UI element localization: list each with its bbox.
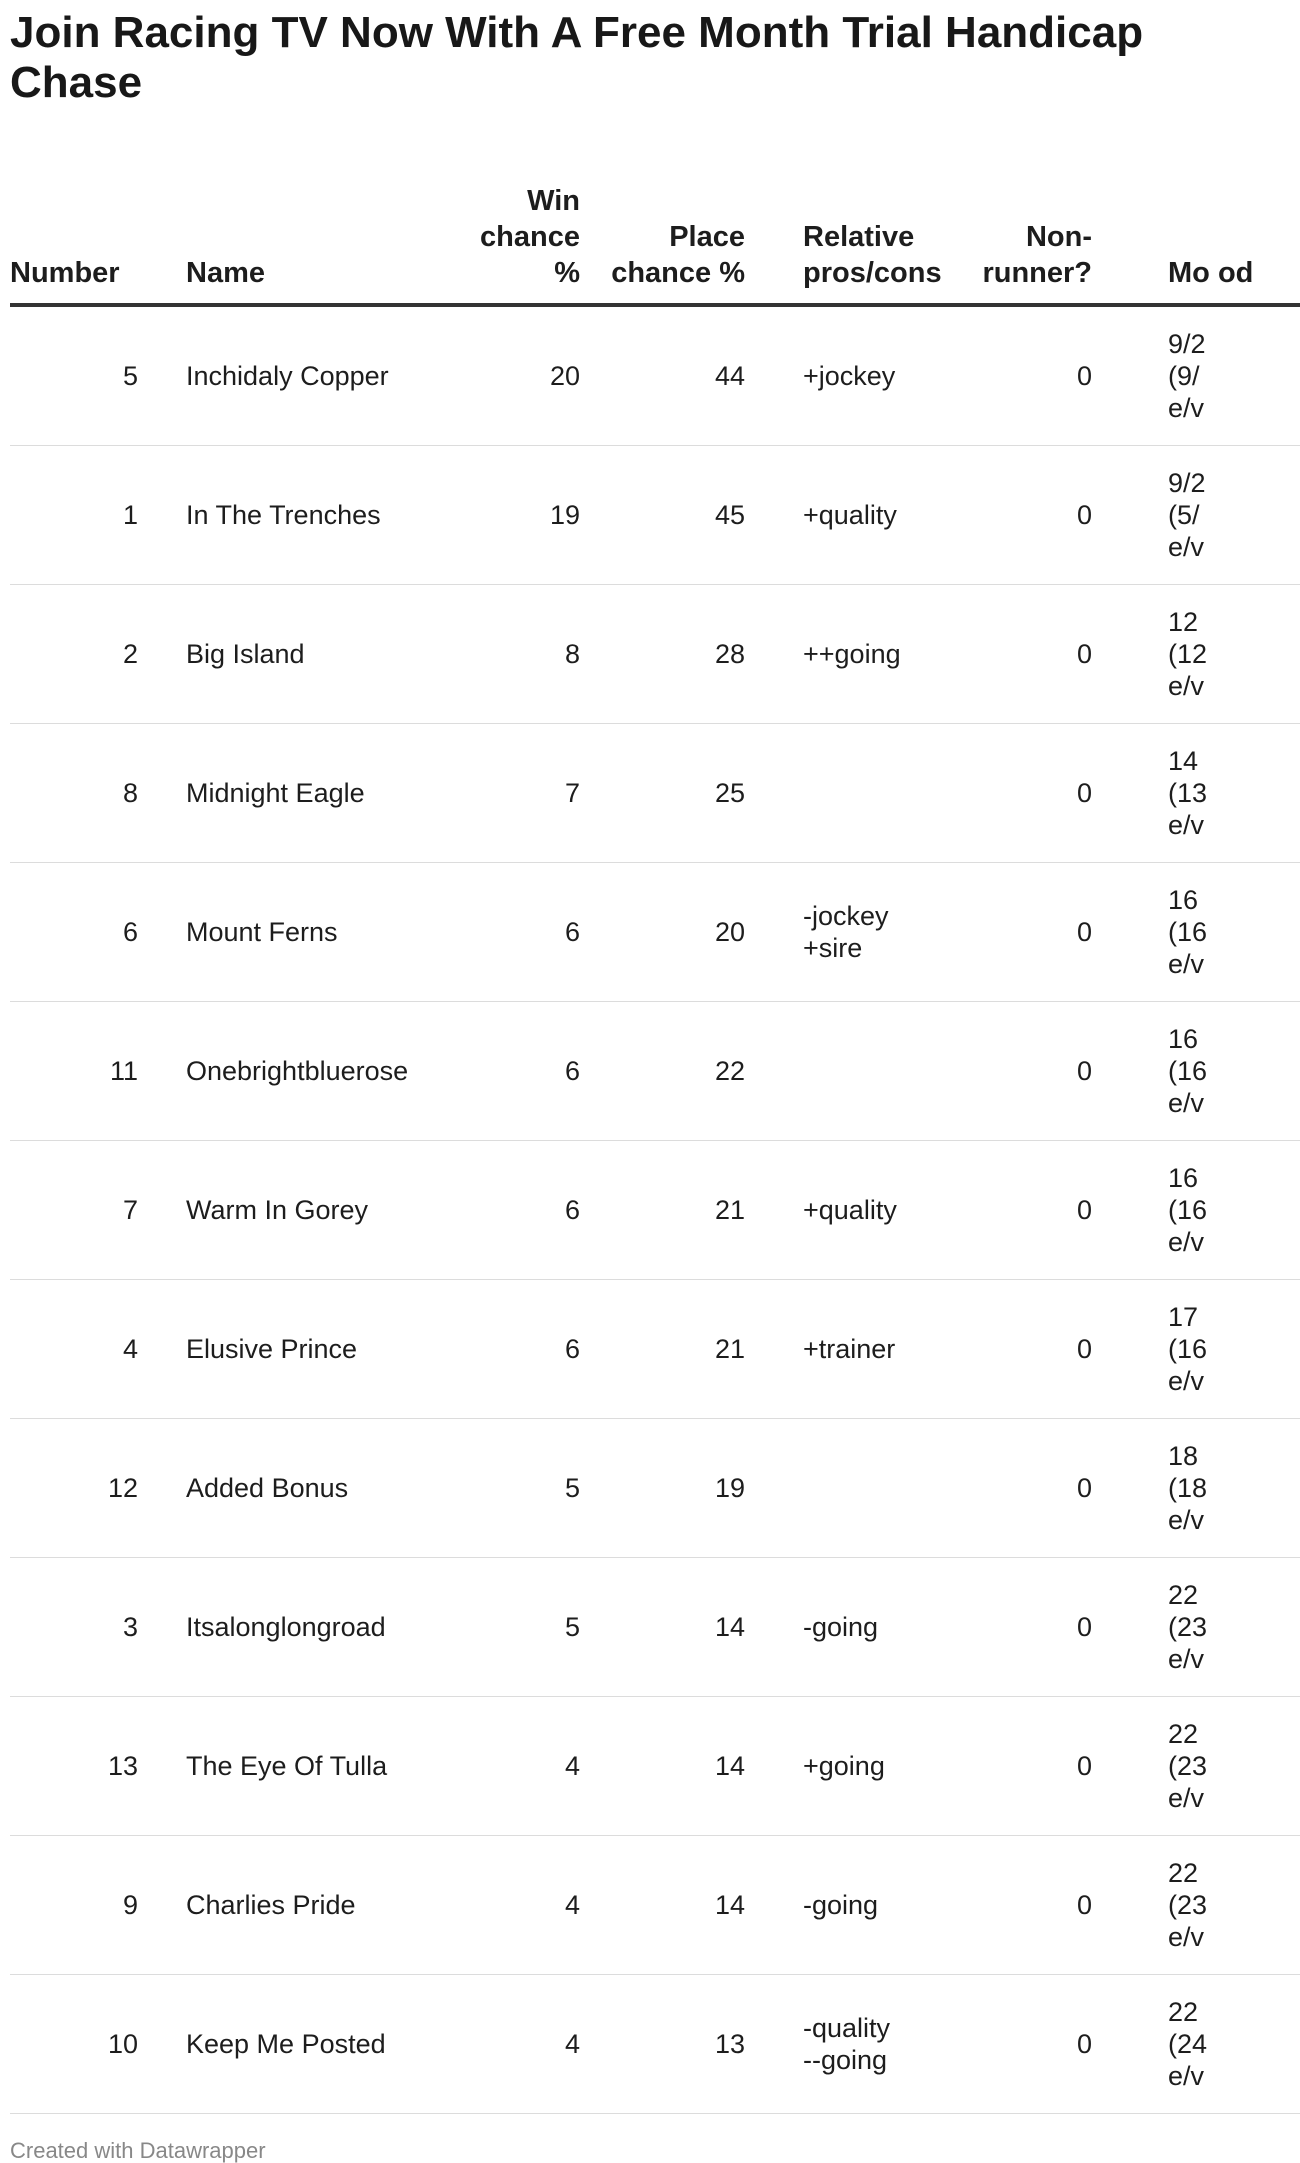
odds-line: e/v bbox=[1168, 2061, 1205, 2091]
cell-relative-pros-cons bbox=[757, 585, 949, 724]
relative-item: ++going bbox=[803, 639, 901, 669]
cell-relative-pros-cons bbox=[757, 1697, 949, 1836]
table-row bbox=[10, 1141, 1300, 1280]
table-row bbox=[10, 1558, 1300, 1697]
cell-non-runner: 0 bbox=[949, 305, 1104, 446]
cell-name: Onebrightbluerose bbox=[150, 1002, 450, 1141]
odds-line: e/v bbox=[1168, 1922, 1205, 1952]
table-row bbox=[10, 863, 1300, 1002]
odds-line: (16 bbox=[1168, 1195, 1208, 1225]
table-row bbox=[10, 1280, 1300, 1419]
cell-number: 2 bbox=[10, 585, 150, 724]
cell-win-chance: 8 bbox=[450, 585, 592, 724]
cell-relative-pros-cons bbox=[757, 446, 949, 585]
cell-odds bbox=[1104, 305, 1300, 446]
cell-place-chance: 14 bbox=[592, 1697, 757, 1836]
odds-line: 16 bbox=[1168, 1163, 1199, 1193]
cell-place-chance: 45 bbox=[592, 446, 757, 585]
cell-name: Elusive Prince bbox=[150, 1280, 450, 1419]
cell-place-chance: 14 bbox=[592, 1836, 757, 1975]
cell-relative-pros-cons bbox=[757, 1558, 949, 1697]
cell-non-runner: 0 bbox=[949, 1975, 1104, 2114]
odds-line: 12 bbox=[1168, 607, 1199, 637]
cell-relative-pros-cons bbox=[757, 1419, 949, 1558]
header-odds[interactable] bbox=[1104, 165, 1300, 305]
cell-odds bbox=[1104, 1141, 1300, 1280]
relative-item: +sire bbox=[803, 933, 863, 963]
datawrapper-credit[interactable]: Created with Datawrapper bbox=[10, 2138, 266, 2163]
header-number[interactable]: Number bbox=[10, 165, 150, 305]
header-place-chance[interactable] bbox=[592, 165, 757, 305]
cell-win-chance: 20 bbox=[450, 305, 592, 446]
cell-number: 3 bbox=[10, 1558, 150, 1697]
odds-line: (16 bbox=[1168, 917, 1208, 947]
cell-win-chance: 4 bbox=[450, 1697, 592, 1836]
header-place-line: % bbox=[719, 257, 745, 289]
table-row bbox=[10, 446, 1300, 585]
cell-odds bbox=[1104, 863, 1300, 1002]
odds-line: 22 bbox=[1168, 1858, 1199, 1888]
relative-item: +quality bbox=[803, 1195, 897, 1225]
cell-odds bbox=[1104, 1419, 1300, 1558]
odds-line: e/v bbox=[1168, 1644, 1205, 1674]
cell-odds bbox=[1104, 1002, 1300, 1141]
table-row bbox=[10, 1975, 1300, 2114]
cell-number: 9 bbox=[10, 1836, 150, 1975]
header-win-line: Win bbox=[527, 185, 580, 217]
header-place-line: Place bbox=[669, 221, 745, 253]
header-name[interactable]: Name bbox=[150, 165, 450, 305]
cell-number: 8 bbox=[10, 724, 150, 863]
odds-line: (23 bbox=[1168, 1612, 1208, 1642]
cell-name: Big Island bbox=[150, 585, 450, 724]
odds-line: e/v bbox=[1168, 393, 1205, 423]
cell-odds bbox=[1104, 724, 1300, 863]
cell-odds bbox=[1104, 446, 1300, 585]
cell-win-chance: 5 bbox=[450, 1419, 592, 1558]
table-header bbox=[10, 165, 1300, 305]
odds-line: e/v bbox=[1168, 810, 1205, 840]
odds-line: e/v bbox=[1168, 1227, 1205, 1257]
cell-win-chance: 4 bbox=[450, 1836, 592, 1975]
cell-odds bbox=[1104, 1975, 1300, 2114]
cell-number: 13 bbox=[10, 1697, 150, 1836]
cell-win-chance: 5 bbox=[450, 1558, 592, 1697]
cell-win-chance: 6 bbox=[450, 1280, 592, 1419]
odds-line: (24 bbox=[1168, 2029, 1208, 2059]
cell-number: 1 bbox=[10, 446, 150, 585]
odds-line: (16 bbox=[1168, 1334, 1208, 1364]
cell-place-chance: 44 bbox=[592, 305, 757, 446]
relative-item: -quality bbox=[803, 2013, 891, 2043]
cell-number: 4 bbox=[10, 1280, 150, 1419]
cell-relative-pros-cons bbox=[757, 305, 949, 446]
header-row bbox=[10, 165, 1300, 305]
header-win-line: % bbox=[554, 257, 580, 289]
cell-name: Added Bonus bbox=[150, 1419, 450, 1558]
cell-number: 11 bbox=[10, 1002, 150, 1141]
header-non-runner-line: Non- bbox=[1025, 221, 1092, 253]
cell-odds bbox=[1104, 1280, 1300, 1419]
cell-name: In The Trenches bbox=[150, 446, 450, 585]
cell-non-runner: 0 bbox=[949, 1280, 1104, 1419]
cell-relative-pros-cons bbox=[757, 1141, 949, 1280]
odds-line: (18 bbox=[1168, 1473, 1208, 1503]
cell-non-runner: 0 bbox=[949, 724, 1104, 863]
odds-line: 9/2 bbox=[1168, 329, 1206, 359]
header-relative-line: Relative bbox=[803, 221, 915, 253]
cell-place-chance: 25 bbox=[592, 724, 757, 863]
odds-line: (16 bbox=[1168, 1056, 1208, 1086]
cell-place-chance: 20 bbox=[592, 863, 757, 1002]
cell-win-chance: 6 bbox=[450, 1141, 592, 1280]
cell-win-chance: 7 bbox=[450, 724, 592, 863]
odds-line: (12 bbox=[1168, 639, 1208, 669]
cell-non-runner: 0 bbox=[949, 1419, 1104, 1558]
cell-name: Inchidaly Copper bbox=[150, 305, 450, 446]
cell-name: Mount Ferns bbox=[150, 863, 450, 1002]
odds-line: 17 bbox=[1168, 1302, 1199, 1332]
cell-non-runner: 0 bbox=[949, 1141, 1104, 1280]
cell-non-runner: 0 bbox=[949, 1836, 1104, 1975]
cell-relative-pros-cons bbox=[757, 1002, 949, 1141]
table-container[interactable] bbox=[10, 165, 1254, 2114]
cell-number: 12 bbox=[10, 1419, 150, 1558]
odds-line: (5/ bbox=[1168, 500, 1200, 530]
cell-odds bbox=[1104, 1836, 1300, 1975]
table-row bbox=[10, 724, 1300, 863]
odds-line: 18 bbox=[1168, 1441, 1199, 1471]
header-place-line: chance bbox=[611, 257, 712, 289]
relative-item: +trainer bbox=[803, 1334, 896, 1364]
odds-line: e/v bbox=[1168, 671, 1205, 701]
table-row bbox=[10, 1419, 1300, 1558]
header-win-chance[interactable] bbox=[450, 165, 592, 305]
header-non-runner-line: runner? bbox=[982, 257, 1092, 289]
odds-line: 16 bbox=[1168, 885, 1199, 915]
odds-line: (13 bbox=[1168, 778, 1208, 808]
header-odds-line: od bbox=[1217, 257, 1254, 289]
odds-line: e/v bbox=[1168, 532, 1205, 562]
cell-name: Itsalonglongroad bbox=[150, 1558, 450, 1697]
cell-odds bbox=[1104, 1558, 1300, 1697]
header-win-line: chance bbox=[480, 221, 580, 253]
cell-win-chance: 6 bbox=[450, 1002, 592, 1141]
relative-item: +quality bbox=[803, 500, 897, 530]
header-odds-line: Mo bbox=[1168, 257, 1210, 289]
table-body bbox=[10, 305, 1300, 2114]
relative-item: +going bbox=[803, 1751, 885, 1781]
relative-item: -going bbox=[803, 1890, 879, 1920]
cell-relative-pros-cons bbox=[757, 1975, 949, 2114]
table-row bbox=[10, 585, 1300, 724]
cell-relative-pros-cons bbox=[757, 863, 949, 1002]
cell-number: 10 bbox=[10, 1975, 150, 2114]
odds-line: e/v bbox=[1168, 1505, 1205, 1535]
table-row bbox=[10, 1697, 1300, 1836]
odds-line: 16 bbox=[1168, 1024, 1199, 1054]
cell-win-chance: 19 bbox=[450, 446, 592, 585]
cell-number: 7 bbox=[10, 1141, 150, 1280]
cell-non-runner: 0 bbox=[949, 585, 1104, 724]
odds-line: (9/ bbox=[1168, 361, 1200, 391]
cell-place-chance: 21 bbox=[592, 1280, 757, 1419]
relative-item: -jockey bbox=[803, 901, 889, 931]
odds-line: (23 bbox=[1168, 1890, 1208, 1920]
cell-non-runner: 0 bbox=[949, 1558, 1104, 1697]
relative-item: +jockey bbox=[803, 361, 896, 391]
cell-name: Keep Me Posted bbox=[150, 1975, 450, 2114]
cell-place-chance: 21 bbox=[592, 1141, 757, 1280]
odds-line: 22 bbox=[1168, 1719, 1199, 1749]
odds-line: 9/2 bbox=[1168, 468, 1206, 498]
cell-non-runner: 0 bbox=[949, 446, 1104, 585]
cell-win-chance: 6 bbox=[450, 863, 592, 1002]
cell-relative-pros-cons bbox=[757, 1280, 949, 1419]
header-relative-line: pros/cons bbox=[803, 257, 942, 289]
page-title: Join Racing TV Now With A Free Month Trial Handicap Chase bbox=[10, 8, 1144, 107]
cell-number: 5 bbox=[10, 305, 150, 446]
cell-name: Charlies Pride bbox=[150, 1836, 450, 1975]
table-row bbox=[10, 1836, 1300, 1975]
cell-place-chance: 28 bbox=[592, 585, 757, 724]
cell-place-chance: 19 bbox=[592, 1419, 757, 1558]
cell-place-chance: 14 bbox=[592, 1558, 757, 1697]
table-row bbox=[10, 1002, 1300, 1141]
relative-item: --going bbox=[803, 2045, 888, 2075]
cell-win-chance: 4 bbox=[450, 1975, 592, 2114]
cell-odds bbox=[1104, 585, 1300, 724]
header-non-runner[interactable] bbox=[949, 165, 1104, 305]
odds-line: e/v bbox=[1168, 1088, 1205, 1118]
cell-place-chance: 22 bbox=[592, 1002, 757, 1141]
odds-line: (23 bbox=[1168, 1751, 1208, 1781]
cell-non-runner: 0 bbox=[949, 1697, 1104, 1836]
cell-place-chance: 13 bbox=[592, 1975, 757, 2114]
odds-line: e/v bbox=[1168, 1366, 1205, 1396]
odds-line: e/v bbox=[1168, 1783, 1205, 1813]
cell-name: Warm In Gorey bbox=[150, 1141, 450, 1280]
relative-item: -going bbox=[803, 1612, 879, 1642]
odds-line: 22 bbox=[1168, 1997, 1199, 2027]
cell-number: 6 bbox=[10, 863, 150, 1002]
cell-odds bbox=[1104, 1697, 1300, 1836]
header-relative-pros-cons[interactable] bbox=[757, 165, 949, 305]
odds-line: 14 bbox=[1168, 746, 1199, 776]
cell-name: The Eye Of Tulla bbox=[150, 1697, 450, 1836]
cell-non-runner: 0 bbox=[949, 1002, 1104, 1141]
odds-line: 22 bbox=[1168, 1580, 1199, 1610]
cell-name: Midnight Eagle bbox=[150, 724, 450, 863]
cell-relative-pros-cons bbox=[757, 1836, 949, 1975]
race-table bbox=[10, 165, 1300, 2114]
table-row bbox=[10, 305, 1300, 446]
cell-non-runner: 0 bbox=[949, 863, 1104, 1002]
odds-line: e/v bbox=[1168, 949, 1205, 979]
cell-relative-pros-cons bbox=[757, 724, 949, 863]
